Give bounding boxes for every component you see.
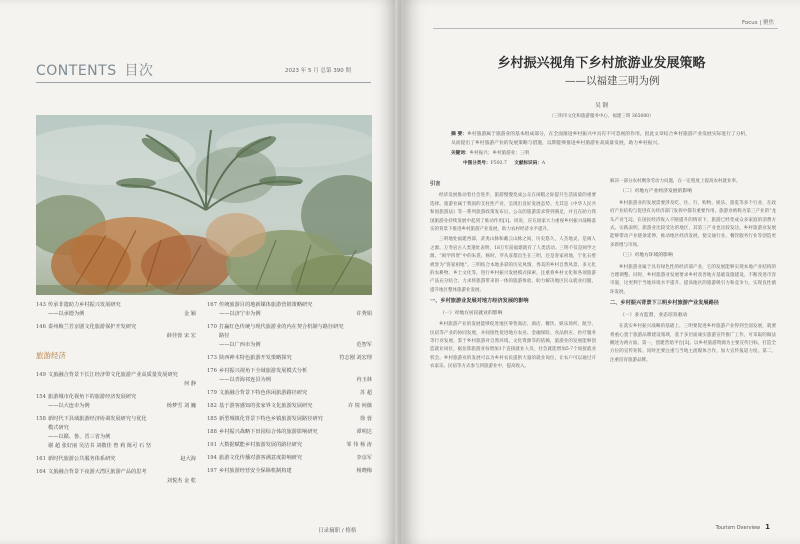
- toc-title: 陕西神木特色旅游开发策略探究: [219, 355, 292, 361]
- toc-page-number: 161: [36, 456, 46, 462]
- paragraph: 乡村旅游业的发展需要涉及吃、住、行、购物、娱乐、游览等多个行业，在政府产业结构与促进有关经济部门发挥中都有重要作用。旅游业被称为第三产业的“龙头产业”[2]，在国民经济收入不断提升的情况下，旅游已经变成众多家庭的消费方式。实践表明，旅游业比较受达的地区，其第三产业也比较发达。乡村旅游业发展能够带动产业链条延伸，推动地区经济发展，使交通行业、餐饮服务行业等创造更多新增与市场。: [610, 200, 776, 248]
- toc-title: 新时代旅游公共服务体系研究: [48, 456, 116, 462]
- toc-page-number: 149: [36, 372, 46, 378]
- toc-page-number: 167: [207, 302, 217, 308]
- toc-author: 金 颖: [183, 311, 196, 317]
- toc-entry[interactable]: [36, 323, 196, 331]
- toc-page-number: 185: [207, 416, 217, 422]
- paragraph: 在落实乡村振兴战略的基础上，三明要促进乡村旅游产业得到全面发展，就要将重心置于旅游品牌建设领域，基于多层面诚实旅游宣传推广工作，可采取的做法概述为两方面。第一，创建营销平台[3]。以乡村旅游资源为主要宣传目标，打造全方位的宣传矩阵，同时还要注重与当地主流媒体合作，加大宣传报道力度。第二，注重培育旅游品牌。: [610, 324, 776, 363]
- toc-entry[interactable]: [36, 371, 196, 379]
- toc-left-column: [36, 301, 196, 490]
- toc-title: 传统旅游目的地新媒体旅游营销策略研究: [219, 302, 313, 308]
- toc-entry[interactable]: [207, 301, 372, 309]
- toc-author: 薛佳蓉 宋 宏: [166, 333, 196, 339]
- toc-entry[interactable]: [207, 415, 372, 423]
- toc-page-number: 164: [36, 469, 46, 475]
- toc-entry[interactable]: [207, 354, 372, 362]
- paragraph: 经济发展推动着社会进步，旅游慢慢变成公众在闲暇之际提升生活质量的重要选择。旅游业属于我国的支柱性产业，呈现出良好发展态势。尤其是《中华人民共和国旅游法》等一系列旅游政策发布后，公众的旅游需求得到满足，并且在助力我国旅游业持续发展中起到了推动作用[1]。同说，应在国家大力重视乡村振兴战略落实的背景下推进乡村旅游产业发展，助力农村经济水平提升。: [430, 193, 596, 233]
- article-title: 乡村振兴视角下乡村旅游业发展策略: [497, 56, 706, 71]
- classification-label: 中图分类号：: [463, 161, 491, 166]
- toc-entry[interactable]: [207, 389, 372, 397]
- toc-entry[interactable]: [36, 442, 196, 450]
- toc-page-number: 179: [207, 390, 217, 396]
- toc-page-number: 182: [207, 403, 217, 409]
- toc-entry[interactable]: [36, 455, 196, 463]
- paragraph: 三明地处福建西部，武夷山脉和戴云山脉之间，历史悠久，人杰地灵，是闽人之源。万寿岩古人类遗址表明，18万年前福建就有了人类活动。三明不仅是闽学之源、“闽学四贤”中的朱熹、杨时、罗从彦都出生在三明，还是客家祖地，宁化石壁被誉为“客家祖地”。三明结合本地多彩的历史风情、秀美的乡村自然风景、多元化的农耕物、乡土文化等，进行乡村振兴发展模式探索，注重将乡村文化和各项旅游产品充分结合，力求将旅游带来的一体的旅游体验，助力解决地区民众就业问题，提升地区整体旅游业发展。: [430, 237, 596, 293]
- botanical-painting: [36, 115, 372, 295]
- article-abstract: [451, 130, 753, 148]
- toc-title: 大数据赋能乡村旅游发展的路径研究: [219, 442, 303, 448]
- toc-entry[interactable]: [36, 402, 196, 410]
- toc-title: ——以赣、鲁、晋三省为例: [48, 434, 111, 440]
- toc-entry[interactable]: [36, 310, 196, 318]
- contents-page: [0, 0, 397, 544]
- toc-entry[interactable]: [36, 433, 196, 441]
- paragraph: 乡村旅游业属于具有绿色性的经济部产业，它的发展能够实现本地产业结构的合理调整。同时，乡村旅游业发展要求乡村改善地方基础设施建设，不断改进市容市貌，这更利于当地环境水平提升，提高地区的旅游吸引力和竞争力，实现良性循环发展。: [610, 264, 776, 295]
- toc-author: 范智军: [356, 342, 372, 348]
- keywords-text: 乡村振兴；乡村旅游业；三明: [469, 151, 530, 156]
- toc-author: 何 静: [183, 381, 196, 387]
- article-affiliation: （三明市文化和旅游服务中心，福建三明 365000）: [549, 114, 654, 119]
- subsection-heading: （二）对地方产业经济发展的影响: [620, 189, 692, 195]
- toc-page-number: 194: [207, 455, 217, 461]
- classification-value: F592.7: [490, 161, 507, 166]
- toc-title: ——以广西市为例: [219, 342, 261, 348]
- toc-author: 许秀娟: [356, 311, 372, 317]
- toc-author: 邹 伟 杨 涛: [346, 442, 372, 448]
- toc-author: 苏 超: [359, 390, 372, 396]
- toc-title: 新型城镇化背景下特色乡镇旅游发展路径研究: [219, 416, 323, 422]
- contents-heading-en: CONTENTS: [36, 63, 117, 79]
- doc-code-value: A: [541, 161, 546, 166]
- toc-entry[interactable]: [36, 424, 196, 432]
- toc-page-number: 143: [36, 302, 46, 308]
- contents-rule: [36, 82, 371, 83]
- toc-author: 徐 蓉: [359, 416, 372, 422]
- issue-info: 2023 年 5 月 总第 390 期: [285, 68, 351, 74]
- abstract-label: 摘 要：: [451, 131, 468, 137]
- toc-title: 泰州梅兰芳京剧文化旅游保护开发研究: [48, 324, 137, 330]
- toc-title: 文旅融合背景下夜游大湾区旅游产品的思考: [48, 469, 147, 475]
- toc-page-number: 173: [207, 355, 217, 361]
- section-heading: 二、乡村振兴背景下三明乡村旅游产业发展路径: [610, 300, 719, 307]
- toc-entry[interactable]: [36, 393, 196, 401]
- toc-entry[interactable]: [207, 332, 372, 340]
- paragraph: 乡村旅游产业的发展能够促进地区零售商店、酒店、餐饮、娱乐场所、航空、民宿等产业的协同发展，并间接性促进地方农业、金融保险、食品供应、医疗服务等行业发展。鉴于乡村旅游对自然环境、文化资源等的依赖，旅游业的发展能够创造就业岗位，据估算旅游业每增加1个直接就业人员，社会就能增加5-7个间接就业机会。乡村旅游业的发展可以为乡村农民提供大量的就业岗位，让农户可以通过开农家乐、民宿等方式参与到旅游业中，提高收入。: [430, 322, 596, 370]
- toc-section-heading: 旅游经济: [36, 351, 66, 360]
- section-heading: 引言: [430, 181, 441, 187]
- toc-author: 杨晓梅: [356, 468, 372, 474]
- page-number: 1: [765, 523, 770, 531]
- subsection-heading: （三）对地方环境的影响: [620, 253, 673, 259]
- keywords: [451, 150, 529, 156]
- article-subtitle: ——以福建三明为例: [565, 75, 660, 87]
- toc-entry[interactable]: [207, 310, 372, 318]
- footer-label: Tourism Overview: [715, 525, 761, 531]
- toc-entry[interactable]: [207, 323, 372, 331]
- toc-title: 旅游文化传播对游客满意度影响研究: [219, 455, 303, 461]
- toc-entry[interactable]: [207, 467, 372, 475]
- toc-title: ——以青海祁连县为例: [219, 377, 271, 383]
- toc-title: 乡村振兴视角下全域旅游发展模式分析: [219, 368, 308, 374]
- toc-author: 李彦军: [356, 455, 372, 461]
- toc-entry[interactable]: [207, 454, 372, 462]
- article-author: 吴 钢: [595, 103, 608, 109]
- toc-page-number: 158: [36, 416, 46, 422]
- subsection-heading: （一）多方监督，业态培育驱动: [620, 312, 688, 318]
- toc-title: 文旅融合背景下特色休闲旅游路径研究: [219, 390, 308, 396]
- toc-author: 杨梦雪 刘 巍: [166, 403, 196, 409]
- contents-heading: [36, 60, 154, 80]
- toc-page-number: 176: [207, 368, 217, 374]
- toc-author: 刘悦杰 金 乾: [166, 478, 196, 484]
- toc-page-number: 197: [207, 468, 217, 474]
- toc-title: 文旅融合背景下长江经济带文化旅游产业高质量发展研究: [48, 372, 178, 378]
- toc-author: 赵大海: [180, 456, 196, 462]
- toc-title: 谢 超 张好丽 吴洁书 刘敬佳 曾 莉 陈可 石 坚: [48, 443, 152, 449]
- classification-line: [463, 160, 545, 166]
- toc-page-number: 154: [36, 394, 46, 400]
- toc-entry[interactable]: [36, 332, 196, 340]
- keywords-label: 关键词：: [451, 151, 470, 156]
- toc-title: 基于游客感知的张家界文化旅游发展研究: [219, 403, 313, 409]
- toc-entry[interactable]: [207, 341, 372, 349]
- article-column-1: [430, 178, 596, 518]
- toc-entry[interactable]: [36, 415, 196, 423]
- botanical-painting-art: [36, 115, 372, 295]
- section-header: Focus | 聚焦: [741, 20, 774, 26]
- toc-title: 乡村振兴战略下田园综合体的旅游影响研究: [219, 429, 318, 435]
- article-column-2: [610, 178, 776, 518]
- toc-author: 谭明达: [356, 429, 372, 435]
- toc-page-number: 146: [36, 324, 46, 330]
- toc-right-column: [207, 301, 372, 480]
- abstract-text: 乡村旅游属于旅游业的基本组成部分，在全面推进乡村振兴中具有不可忽视的作用。因此文章结合乡村旅游产业发展实际进行了分析，从而提出了乡村旅游产业的发展策略与措施，以期能够推进乡村旅游业高质量发展，助力乡村振兴。: [451, 132, 751, 146]
- toc-entry[interactable]: [36, 301, 196, 309]
- toc-page-number: 191: [207, 442, 217, 448]
- toc-author: 冉玉林: [356, 377, 372, 383]
- toc-entry[interactable]: [207, 402, 372, 410]
- toc-page-number: 170: [207, 324, 217, 330]
- doc-code-label: 文献标识码：: [514, 161, 542, 166]
- toc-entry[interactable]: [36, 380, 196, 388]
- toc-title: ——以济宁市为例: [219, 311, 261, 317]
- toc-title: 路径: [219, 333, 230, 339]
- header-rule: [433, 28, 778, 29]
- toc-title: 传承非遗助力乡村振兴发展研究: [48, 302, 121, 308]
- toc-entry[interactable]: [36, 468, 196, 476]
- toc-entry[interactable]: [36, 477, 196, 485]
- toc-title: ——以大连市为例: [48, 403, 90, 409]
- toc-title: ——以承德为例: [48, 311, 85, 317]
- article-page: [403, 0, 800, 544]
- left-page-footer: 日录摘职 / 格格: [318, 528, 357, 534]
- toc-entry[interactable]: [207, 376, 372, 384]
- toc-author: 符志刚 刘宏理: [339, 355, 372, 361]
- toc-entry[interactable]: [207, 367, 372, 375]
- toc-author: 许 锐 何薇: [347, 403, 372, 409]
- toc-title: 乡村旅游经营安全保障机制构建: [219, 468, 292, 474]
- toc-title: 旅游城市化视角下的旅游经济发展研究: [48, 394, 137, 400]
- right-page-footer: [716, 523, 770, 531]
- paragraph: 解决一部分农村剩余劳动力问题，在一定程度上提高农村就业率。: [610, 179, 741, 184]
- toc-title: 打赢红色传统与现代旅游业的内在契合机制与路径研究: [219, 324, 344, 330]
- subsection-heading: （一）对地方居民就业的影响: [440, 310, 503, 316]
- contents-heading-cn: 目次: [124, 63, 154, 79]
- toc-title: 模式研究: [48, 425, 69, 431]
- toc-entry[interactable]: [207, 428, 372, 436]
- section-heading: 一、乡村旅游业发展对地方经济发展的影响: [430, 298, 529, 305]
- toc-entry[interactable]: [207, 441, 372, 449]
- toc-title: 新时代下县域旅游经济协调发展研究与优化: [48, 416, 147, 422]
- toc-page-number: 188: [207, 429, 217, 435]
